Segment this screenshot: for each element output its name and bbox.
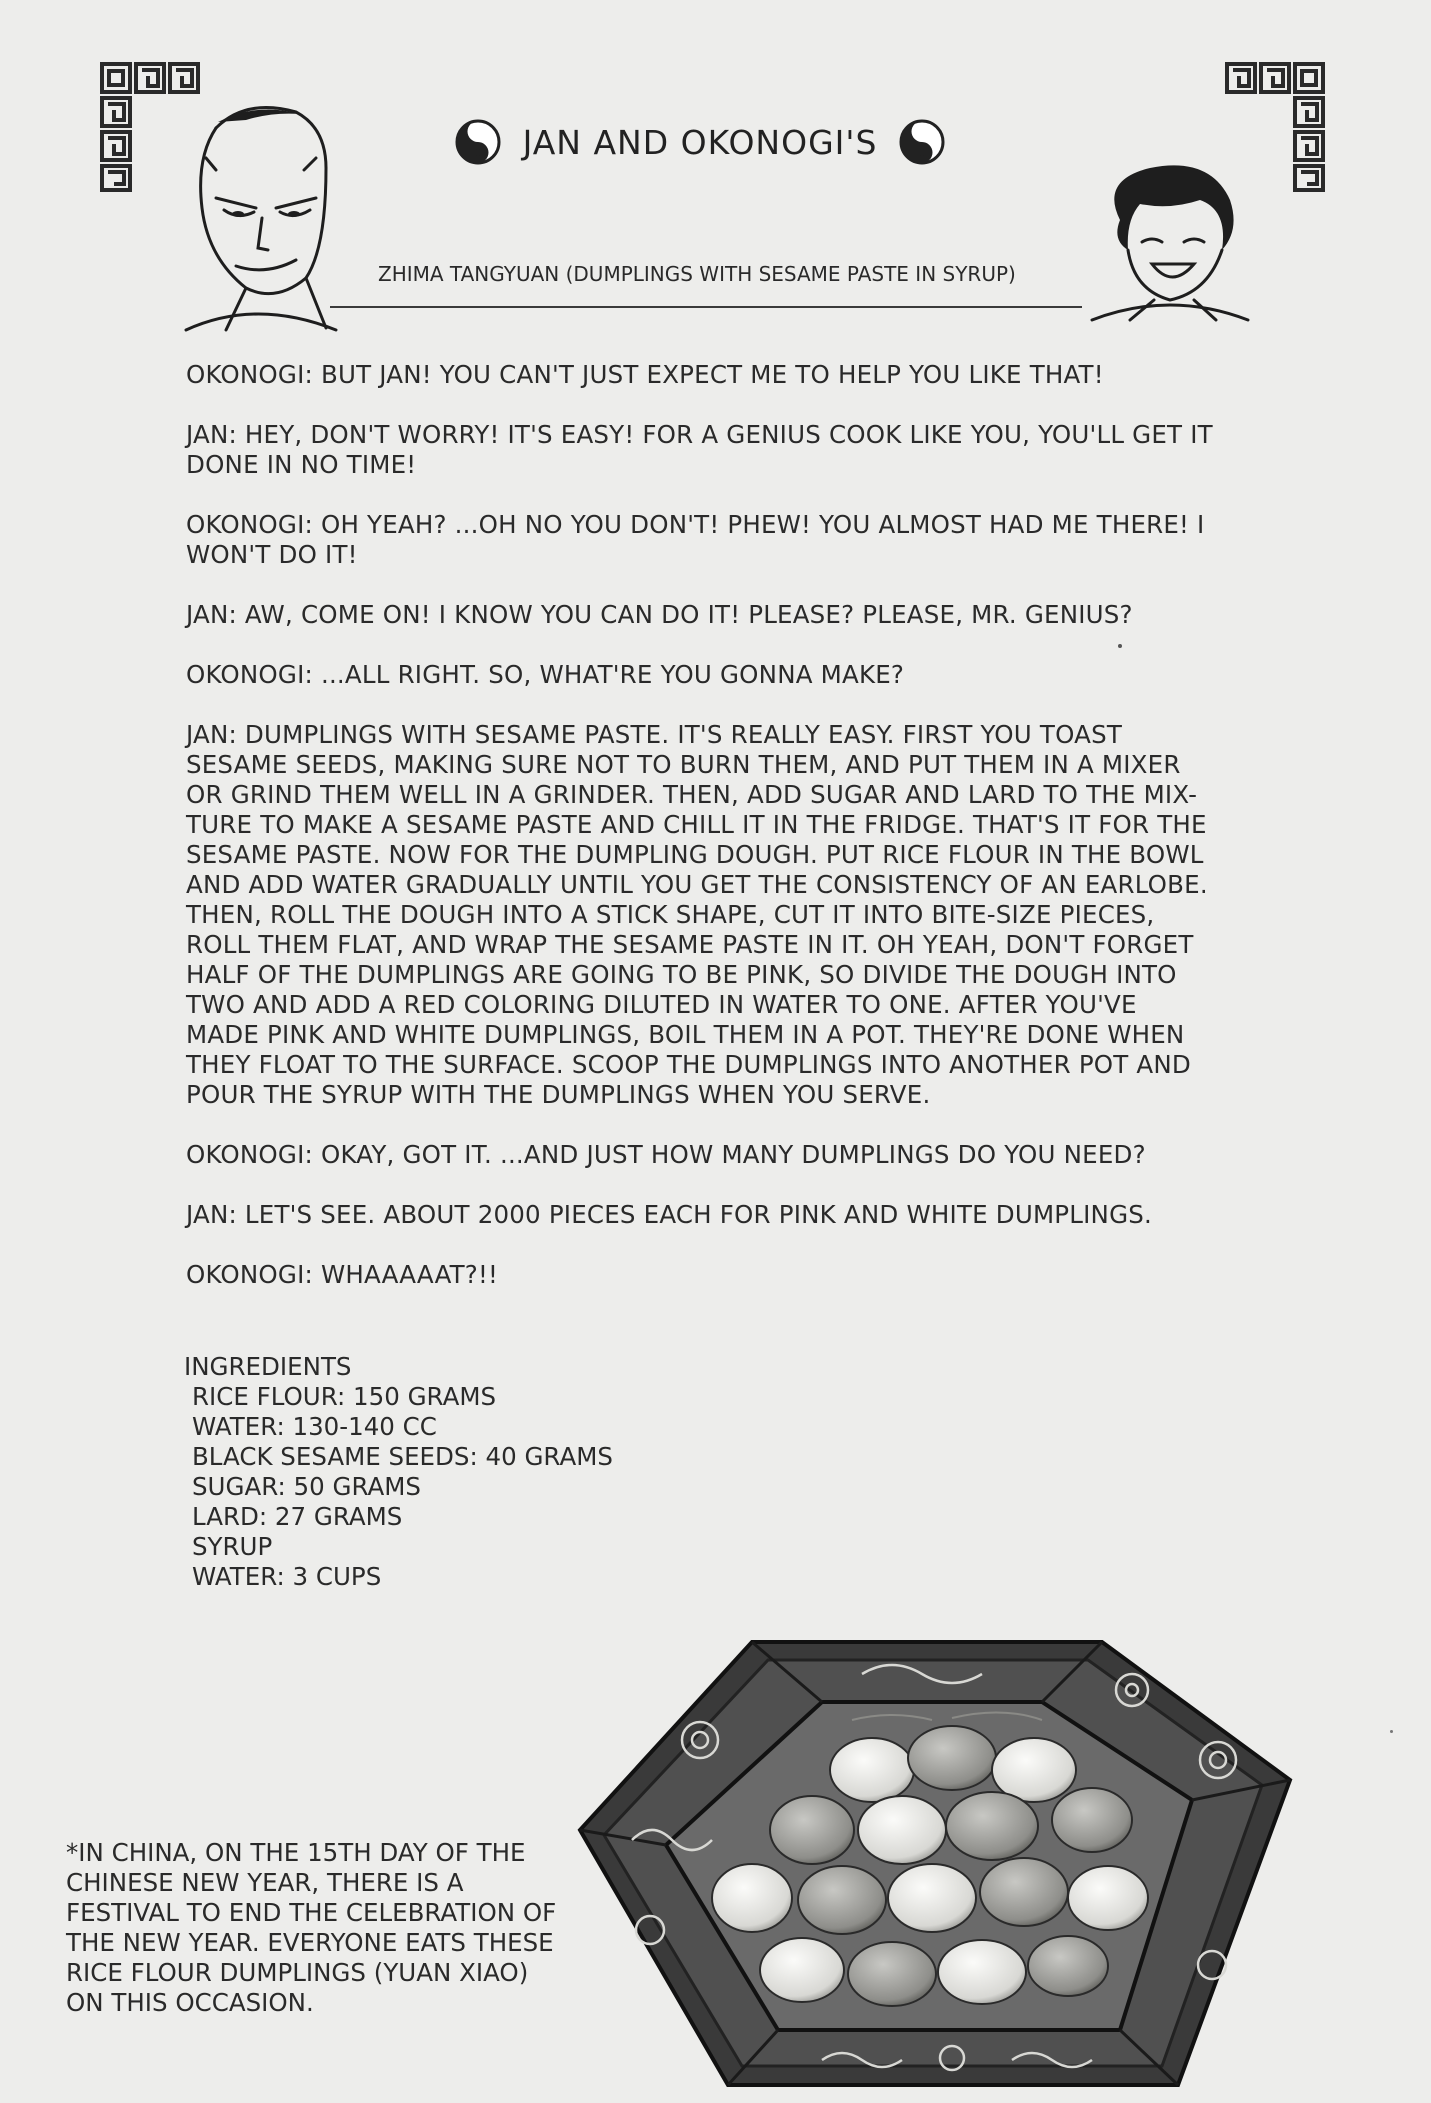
yin-yang-icon [455, 119, 501, 165]
ingredients-heading: INGREDIENTS [184, 1352, 352, 1381]
dialogue-line: OKONOGI: OH YEAH? ...OH NO YOU DON'T! PHEW! YOU ALMOST HAD ME THERE! I WON'T DO IT! [186, 510, 1205, 569]
title-row [440, 112, 960, 172]
recipe-subtitle: ZHIMA TANGYUAN (DUMPLINGS WITH SESAME PASTE IN SYRUP) [378, 262, 1016, 286]
ingredients-section [184, 1352, 684, 1592]
ingredient-item: RICE FLOUR: 150 GRAMS [192, 1382, 497, 1411]
ingredients-list [184, 1382, 684, 1592]
dialogue-line: OKONOGI: OKAY, GOT IT. ...AND JUST HOW MANY DUMPLINGS DO YOU NEED? [186, 1140, 1146, 1169]
dialogue-line: JAN: HEY, DON'T WORRY! IT'S EASY! FOR A GENIUS COOK LIKE YOU, YOU'LL GET IT DONE IN NO TIME! [186, 420, 1213, 479]
jan-portrait [176, 98, 346, 343]
footnote: *IN CHINA, ON THE 15TH DAY OF THE CHINESE NEW YEAR, THERE IS A FESTIVAL TO END THE CELEBRATION OF THE NEW YEAR. EVERYONE EATS THESE RICE FLOUR DUMPLINGS (YUAN XIAO) ON THIS OCCASION. [66, 1838, 557, 2017]
ingredient-item: LARD: 27 GRAMS [192, 1502, 403, 1531]
paper-speck [1390, 1730, 1393, 1733]
ingredient-item: BLACK SESAME SEEDS: 40 GRAMS [192, 1442, 613, 1471]
okonogi-portrait [1090, 160, 1250, 325]
ingredient-item: SUGAR: 50 GRAMS [192, 1472, 421, 1501]
dialogue-line: JAN: AW, COME ON! I KNOW YOU CAN DO IT! PLEASE? PLEASE, MR. GENIUS? [186, 600, 1133, 629]
yin-yang-icon [899, 119, 945, 165]
ingredient-item: WATER: 3 CUPS [192, 1562, 382, 1591]
dialogue-line: JAN: LET'S SEE. ABOUT 2000 PIECES EACH FOR PINK AND WHITE DUMPLINGS. [186, 1200, 1153, 1229]
ingredient-item: SYRUP [192, 1532, 273, 1561]
page-title: JAN AND OKONOGI'S [522, 122, 878, 162]
dialogue-line: OKONOGI: ...ALL RIGHT. SO, WHAT'RE YOU GONNA MAKE? [186, 660, 905, 689]
paper-speck [1118, 644, 1122, 648]
dialogue-line: OKONOGI: WHAAAAAT?!! [186, 1260, 499, 1289]
title-divider [330, 306, 1082, 308]
ingredient-item: WATER: 130-140 CC [192, 1412, 437, 1441]
dumpling-bowl-illustration [572, 1630, 1332, 2100]
dialogue-section [186, 360, 1216, 1320]
dialogue-line: JAN: DUMPLINGS WITH SESAME PASTE. IT'S REALLY EASY. FIRST YOU TOAST SESAME SEEDS, MAKING SURE NOT TO BURN THEM, AND PUT THEM IN A MIXER OR GRIND THEM WELL IN A GRINDER. THEN, ADD SUGAR AND LARD TO THE MIX- TURE TO MAKE A SESAME PASTE AND CHILL IT IN THE FRIDGE. THAT'S IT FOR THE SESAME PASTE. NOW FOR THE DUMPLING DOUGH. PUT RICE FLOUR IN THE BOWL AND ADD WATER GRADUALLY UNTIL YOU GET THE CONSISTENCY OF AN EARLOBE. THEN, ROLL THE DOUGH INTO A STICK SHAPE, CUT IT INTO BITE-SIZE PIECES, ROLL THEM FLAT, AND WRAP THE SESAME PASTE IN IT. OH YEAH, DON'T FORGET HALF OF THE DUMPLINGS ARE GOING TO BE PINK, SO DIVIDE THE DOUGH INTO TWO AND ADD A RED COLORING DILUTED IN WATER TO ONE. AFTER YOU'VE MADE PINK AND WHITE DUMPLINGS, BOIL THEM IN A POT. THEY'RE DONE WHEN THEY FLOAT TO THE SURFACE. SCOOP THE DUMPLINGS INTO ANOTHER POT AND POUR THE SYRUP WITH THE DUMPLINGS WHEN YOU SERVE. [186, 720, 1208, 1109]
dialogue-line: OKONOGI: BUT JAN! YOU CAN'T JUST EXPECT ME TO HELP YOU LIKE THAT! [186, 360, 1104, 389]
